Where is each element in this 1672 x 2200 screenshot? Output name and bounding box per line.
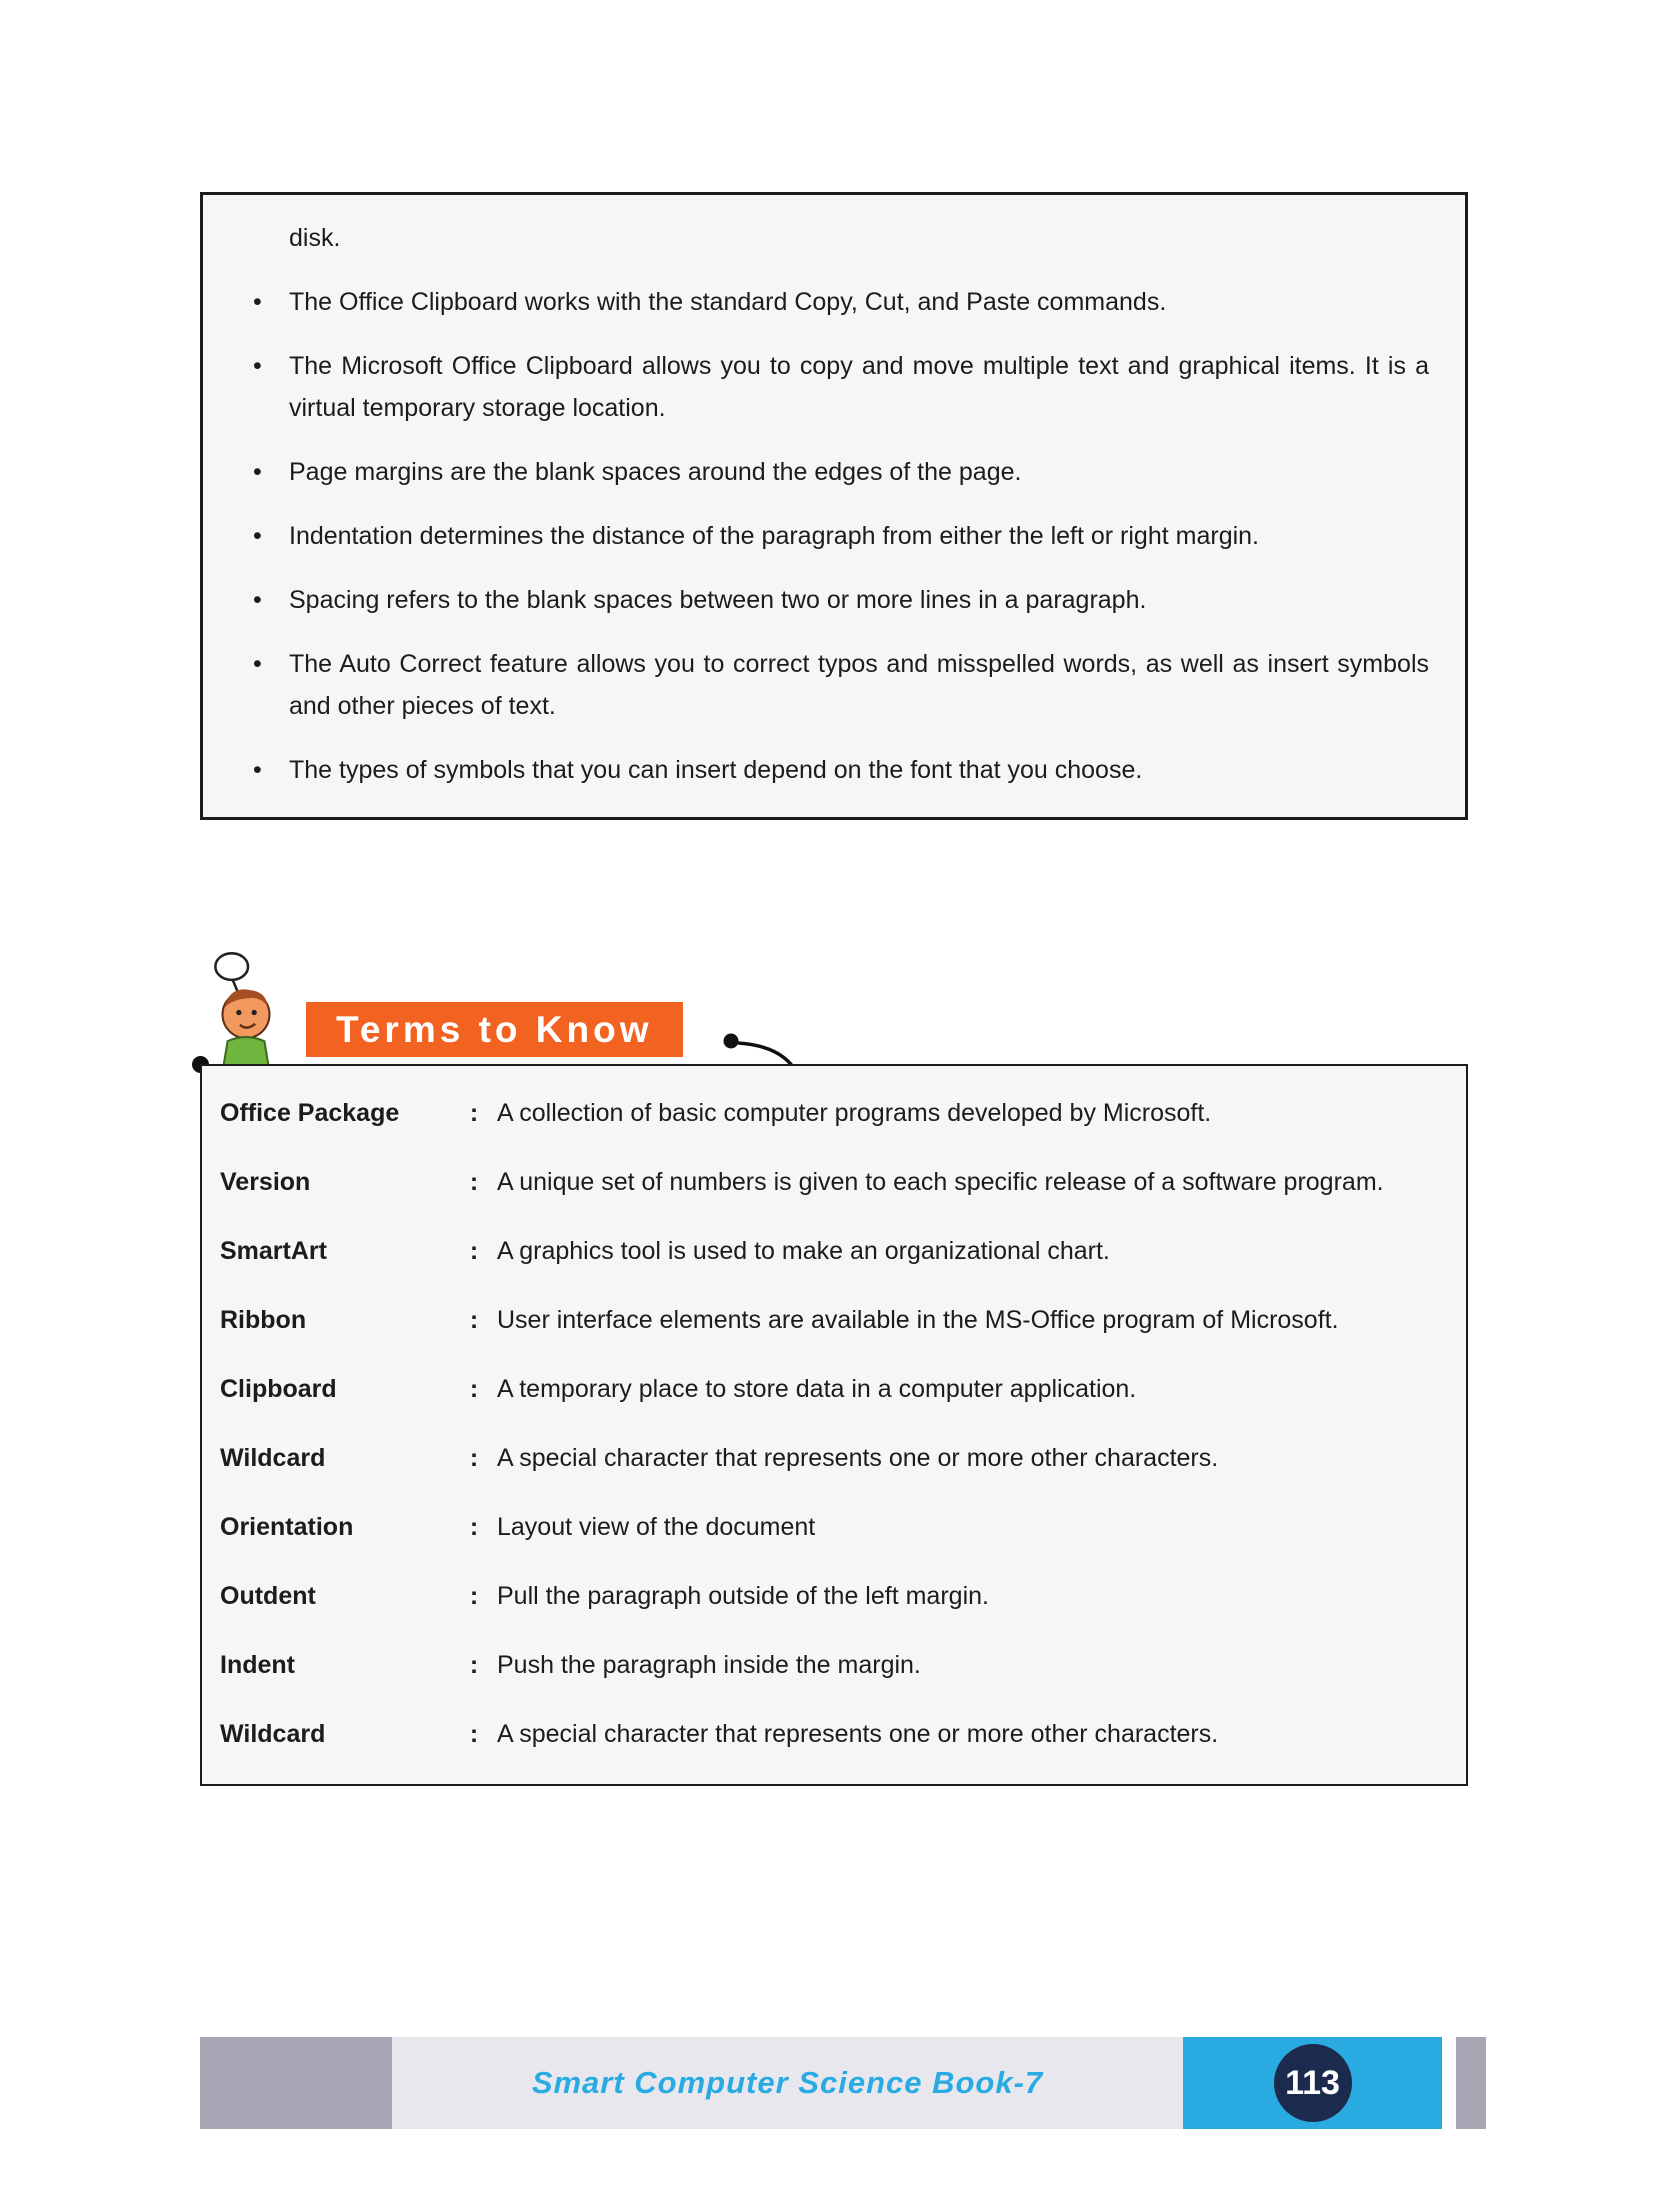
term-row: [220, 1644, 1436, 1687]
term-separator: :: [469, 1237, 479, 1265]
summary-text: Page margins are the blank spaces around the edges of the page.: [289, 458, 1022, 486]
term-separator: :: [469, 1513, 479, 1541]
term-definition: A special character that represents one or more other characters.: [497, 1720, 1219, 1748]
footer-accent-bar: [1183, 2037, 1442, 2129]
term-separator: :: [469, 1720, 479, 1748]
footer-gray-bar-right: [1456, 2037, 1486, 2129]
bullet-marker: •: [253, 352, 262, 380]
term-row: [220, 1230, 1436, 1273]
term-definition: A collection of basic computer programs developed by Microsoft.: [497, 1099, 1212, 1127]
summary-text: The types of symbols that you can insert depend on the font that you choose.: [289, 756, 1143, 784]
term-name: Wildcard: [220, 1444, 326, 1472]
summary-text: The Office Clipboard works with the standard Copy, Cut, and Paste commands.: [289, 288, 1167, 316]
bullet-marker: •: [253, 458, 262, 486]
term-name: Wildcard: [220, 1720, 326, 1748]
summary-text: Spacing refers to the blank spaces between two or more lines in a paragraph.: [289, 586, 1147, 614]
summary-box: [200, 192, 1468, 820]
term-separator: :: [469, 1582, 479, 1610]
term-name: Orientation: [220, 1513, 354, 1541]
summary-item: [239, 217, 1429, 259]
term-definition: Pull the paragraph outside of the left margin.: [497, 1582, 989, 1610]
term-definition: A graphics tool is used to make an organizational chart.: [497, 1237, 1110, 1265]
bullet-marker: •: [253, 756, 262, 784]
term-definition: A special character that represents one or more other characters.: [497, 1444, 1219, 1472]
term-separator: :: [469, 1306, 479, 1334]
bullet-marker: [239, 217, 289, 259]
term-row: [220, 1368, 1436, 1411]
term-row: [220, 1575, 1436, 1618]
term-name: SmartArt: [220, 1237, 327, 1265]
summary-item: [239, 281, 1429, 323]
summary-item: [239, 345, 1429, 429]
footer-gray-bar-left: [200, 2037, 392, 2129]
summary-item: [239, 643, 1429, 727]
term-definition: Push the paragraph inside the margin.: [497, 1651, 921, 1679]
term-definition: Layout view of the document: [497, 1513, 816, 1541]
term-name: Indent: [220, 1651, 295, 1679]
term-definition: A unique set of numbers is given to each specific release of a software program.: [497, 1168, 1384, 1196]
term-definition: A temporary place to store data in a computer application.: [497, 1375, 1137, 1403]
page-number-badge: [1274, 2044, 1352, 2122]
term-separator: :: [469, 1099, 479, 1127]
term-separator: :: [469, 1651, 479, 1679]
term-row: [220, 1161, 1436, 1204]
term-row: [220, 1713, 1436, 1756]
term-name: Clipboard: [220, 1375, 337, 1403]
terms-to-know-heading: Terms to Know: [306, 1002, 683, 1057]
footer-title-bar: [392, 2037, 1183, 2129]
term-definition: User interface elements are available in the MS-Office program of Microsoft.: [497, 1306, 1339, 1334]
summary-text: The Microsoft Office Clipboard allows you to copy and move multiple text and graphical items. It is a virtual temporary storage location.: [289, 352, 1429, 422]
term-separator: :: [469, 1375, 479, 1403]
term-name: Office Package: [220, 1099, 400, 1127]
book-title: Smart Computer Science Book-7: [531, 2065, 1044, 2100]
bullet-marker: •: [253, 586, 262, 614]
term-separator: :: [469, 1444, 479, 1472]
summary-item: [239, 451, 1429, 493]
summary-item: [239, 749, 1429, 791]
thinking-boy-icon: [198, 950, 294, 1072]
summary-text: disk.: [289, 224, 341, 252]
page-footer: [0, 2037, 1672, 2129]
summary-text: Indentation determines the distance of the paragraph from either the left or right margin.: [289, 522, 1259, 550]
summary-item: [239, 579, 1429, 621]
term-row: [220, 1299, 1436, 1342]
term-separator: :: [469, 1168, 479, 1196]
summary-item: [239, 515, 1429, 557]
bullet-marker: •: [253, 522, 262, 550]
page-number: 113: [1285, 2063, 1340, 2102]
term-row: [220, 1506, 1436, 1549]
term-name: Ribbon: [220, 1306, 307, 1334]
term-name: Version: [220, 1168, 311, 1196]
term-name: Outdent: [220, 1582, 316, 1610]
term-row: [220, 1092, 1436, 1135]
term-row: [220, 1437, 1436, 1480]
bullet-marker: •: [253, 650, 262, 678]
terms-box: [200, 1064, 1468, 1786]
bullet-marker: •: [253, 288, 262, 316]
summary-text: The Auto Correct feature allows you to correct typos and misspelled words, as well as insert symbols and other pieces of text.: [289, 650, 1429, 720]
